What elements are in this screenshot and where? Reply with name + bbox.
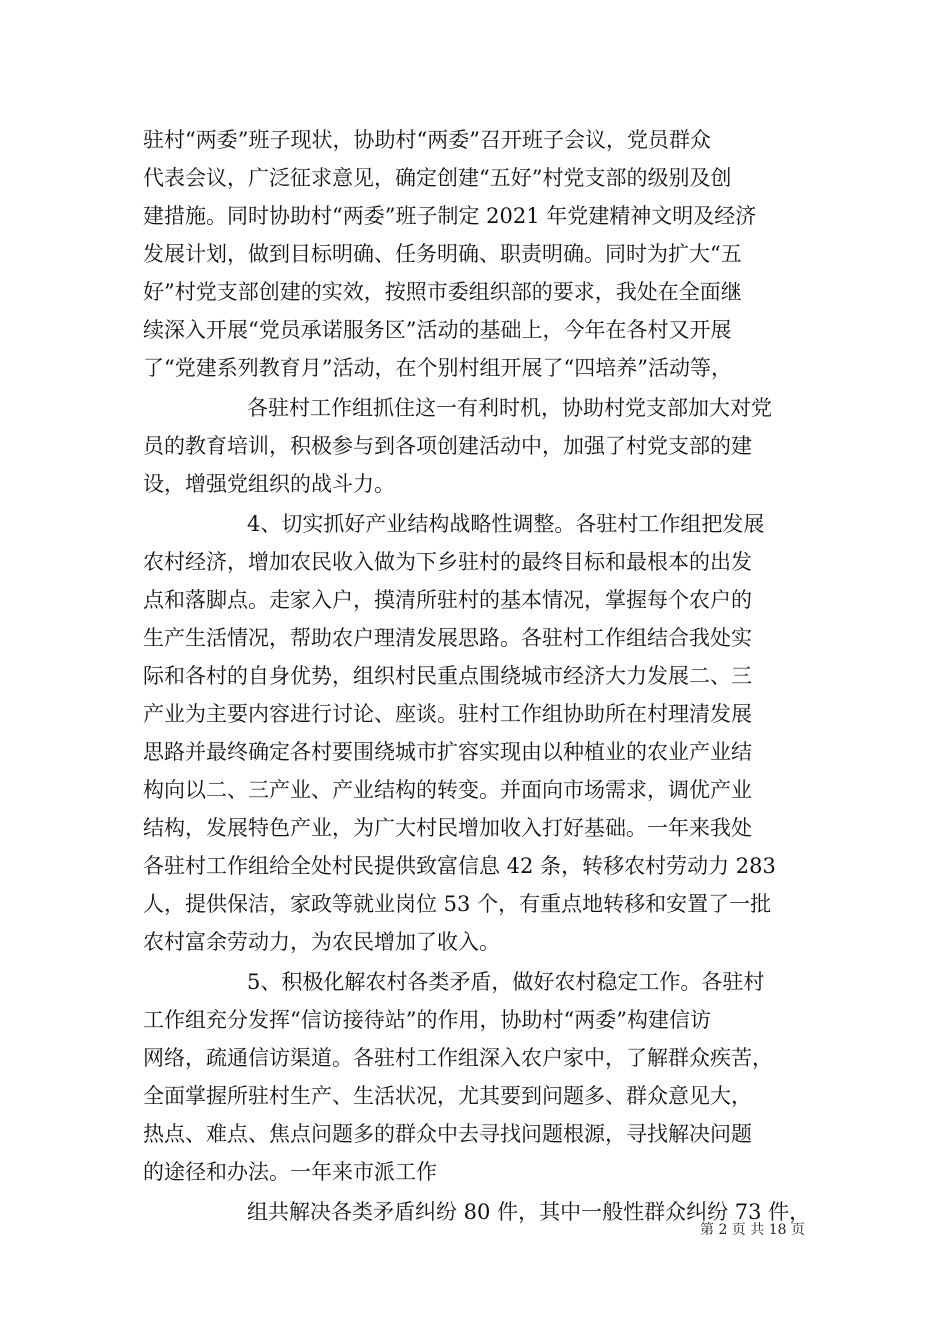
text-line: 建措施。同时协助村“两委”班子制定 2021 年党建精神文明及经济: [143, 204, 757, 228]
text-line: 工作组充分发挥“信访接待站”的作用，协助村“两委”构建信访: [143, 1008, 711, 1032]
text-line: 思路并最终确定各村要围绕城市扩容实现由以种植业的农业产业结: [143, 740, 752, 764]
paragraph-start-line: 组共解决各类矛盾纠纷 80 件，其中一般性群众纠纷 73 件，: [247, 1200, 811, 1224]
text-line: 了“党建系列教育月”活动，在个别村组开展了“四培养”活动等，: [143, 356, 732, 380]
text-line: 结构，发展特色产业，为广大村民增加收入打好基础。一年来我处: [143, 816, 752, 840]
text-line: 的途径和办法。一年来市派工作: [143, 1160, 437, 1184]
text-line: 续深入开展“党员承诺服务区”活动的基础上，今年在各村又开展: [143, 318, 732, 342]
text-line: 构向以二、三产业、产业结构的转变。并面向市场需求，调优产业: [143, 778, 752, 802]
text-line: 人，提供保洁，家政等就业岗位 53 个，有重点地转移和安置了一批: [143, 892, 772, 916]
text-line: 代表会议，广泛征求意见，确定创建“五好”村党支部的级别及创: [143, 166, 732, 190]
text-line: 设，增强党组织的战斗力。: [143, 472, 395, 496]
text-line: 全面掌握所驻村生产、生活状况，尤其要到问题多、群众意见大，: [143, 1084, 752, 1108]
paragraph-start-line: 4、切实抓好产业结构战略性调整。各驻村工作组把发展: [247, 512, 765, 536]
text-line: 网络，疏通信访渠道。各驻村工作组深入农户家中，了解群众疾苦，: [143, 1046, 773, 1070]
paragraph-start-line: 各驻村工作组抓住这一有利时机，协助村党支部加大对党: [247, 396, 772, 420]
text-line: 产业为主要内容进行讨论、座谈。驻村工作组协助所在村理清发展: [143, 702, 752, 726]
text-line: 农村富余劳动力，为农民增加了收入。: [143, 930, 500, 954]
page-number-footer: 第 2 页 共 18 页: [700, 1222, 805, 1238]
text-line: 农村经济，增加农民收入做为下乡驻村的最终目标和最根本的出发: [143, 550, 752, 574]
paragraph-start-line: 5、积极化解农村各类矛盾，做好农村稳定工作。各驻村: [247, 970, 765, 994]
text-line: 员的教育培训，积极参与到各项创建活动中，加强了村党支部的建: [143, 434, 752, 458]
text-line: 好”村党支部创建的实效，按照市委组织部的要求，我处在全面继: [143, 280, 742, 304]
text-line: 发展计划，做到目标明确、任务明确、职责明确。同时为扩大“五: [143, 242, 742, 266]
text-line: 热点、难点、焦点问题多的群众中去寻找问题根源，寻找解决问题: [143, 1122, 752, 1146]
text-line: 各驻村工作组给全处村民提供致富信息 42 条，转移农村劳动力 283: [143, 854, 776, 878]
text-line: 驻村“两委”班子现状，协助村“两委”召开班子会议，党员群众: [143, 128, 711, 152]
text-line: 点和落脚点。走家入户，摸清所驻村的基本情况，掌握每个农户的: [143, 588, 752, 612]
text-line: 生产生活情况，帮助农户理清发展思路。各驻村工作组结合我处实: [143, 626, 752, 650]
text-line: 际和各村的自身优势，组织村民重点围绕城市经济大力发展二、三: [143, 664, 752, 688]
